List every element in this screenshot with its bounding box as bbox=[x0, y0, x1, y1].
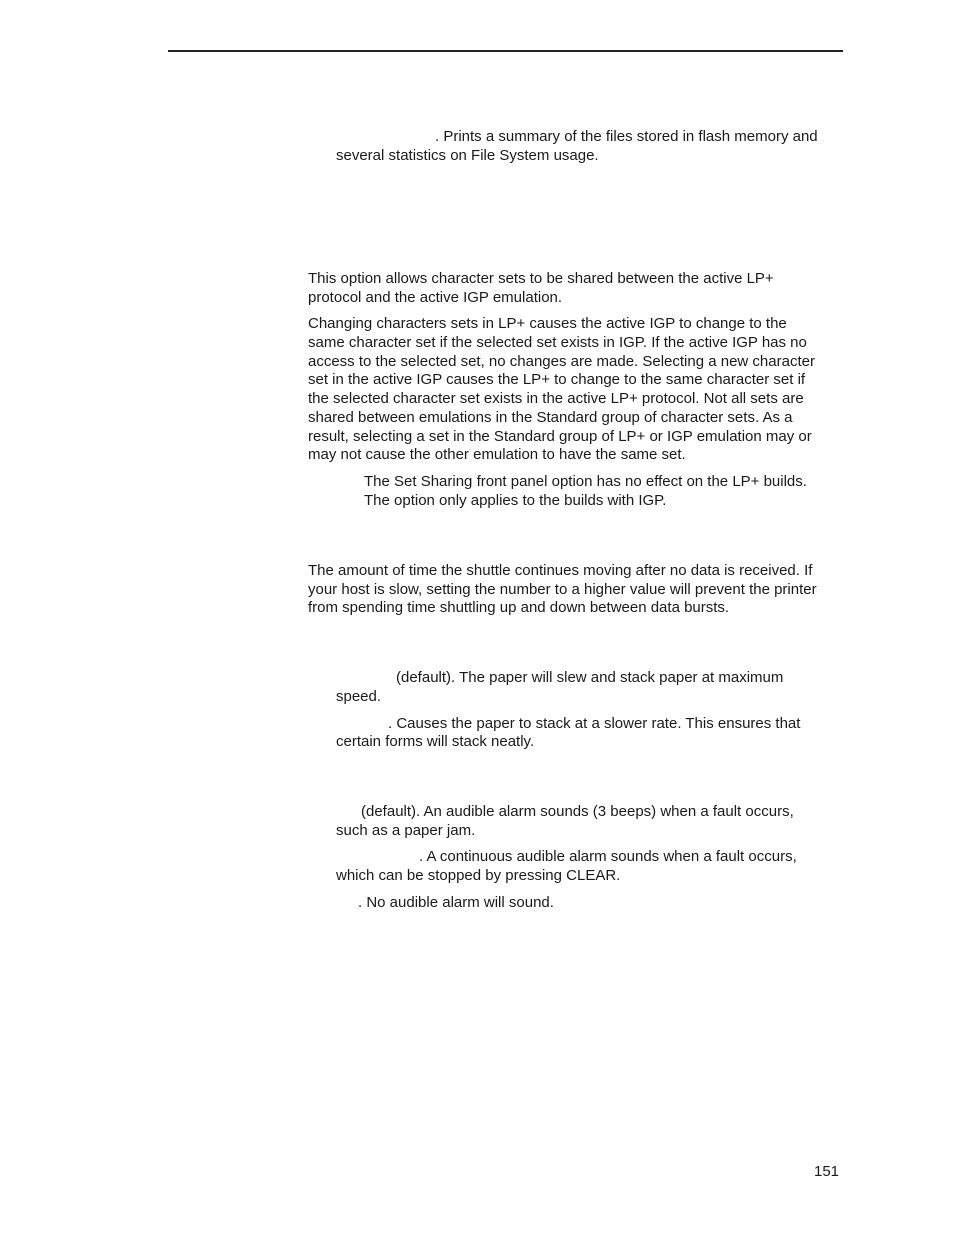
slew-slow-line1: . Causes the paper to stack at a slower rate. This ensures that bbox=[388, 715, 801, 732]
shuttle-timeout-line1: The amount of time the shuttle continues moving after no data is received. If bbox=[308, 562, 813, 579]
shuttle-timeout-line3: from spending time shuttling up and down between data bursts. bbox=[308, 599, 730, 616]
set-sharing-note-line2: The option only applies to the builds with IGP. bbox=[364, 492, 667, 509]
alarm-off-line1: . No audible alarm will sound. bbox=[358, 894, 554, 911]
slew-max-line1: (default). The paper will slew and stack paper at maximum bbox=[396, 669, 784, 686]
set-sharing-body-line6: shared between emulations in the Standard group of character sets. As a bbox=[308, 409, 793, 426]
alarm-continuous-line2: which can be stopped by pressing CLEAR. bbox=[336, 867, 621, 884]
alarm-continuous-line1: . A continuous audible alarm sounds when a fault occurs, bbox=[419, 848, 797, 865]
fs-print-desc-line1: . Prints a summary of the files stored in flash memory and bbox=[435, 128, 818, 145]
slew-max-line2: speed. bbox=[336, 688, 382, 705]
set-sharing-intro-line1: This option allows character sets to be shared between the active LP+ bbox=[308, 270, 774, 287]
slew-slow-line2: certain forms will stack neatly. bbox=[336, 733, 535, 750]
set-sharing-note-line1: The Set Sharing front panel option has no effect on the LP+ builds. bbox=[364, 473, 807, 490]
shuttle-timeout-line2: your host is slow, setting the number to a higher value will prevent the printer bbox=[308, 581, 817, 598]
alarm-beep-line2: such as a paper jam. bbox=[336, 822, 476, 839]
set-sharing-body-line7: result, selecting a set in the Standard group of LP+ or IGP emulation may or bbox=[308, 428, 812, 445]
set-sharing-body-line3: access to the selected set, no changes are made. Selecting a new character bbox=[308, 353, 815, 370]
set-sharing-body-line2: same character set if the selected set exists in IGP. If the active IGP has no bbox=[308, 334, 807, 351]
header-rule bbox=[168, 50, 843, 52]
set-sharing-body-line1: Changing characters sets in LP+ causes the active IGP to change to the bbox=[308, 315, 787, 332]
set-sharing-intro-line2: protocol and the active IGP emulation. bbox=[308, 289, 563, 306]
set-sharing-body-line8: may not cause the other emulation to have the same set. bbox=[308, 446, 686, 463]
set-sharing-body-line5: the selected character set exists in the active LP+ protocol. Not all sets are bbox=[308, 390, 804, 407]
fs-print-desc-line2: several statistics on File System usage. bbox=[336, 147, 599, 164]
set-sharing-body-line4: set in the active IGP causes the LP+ to change to the same character set if bbox=[308, 371, 806, 388]
page-number: 151 bbox=[814, 1163, 840, 1180]
alarm-beep-line1: (default). An audible alarm sounds (3 beeps) when a fault occurs, bbox=[361, 803, 794, 820]
